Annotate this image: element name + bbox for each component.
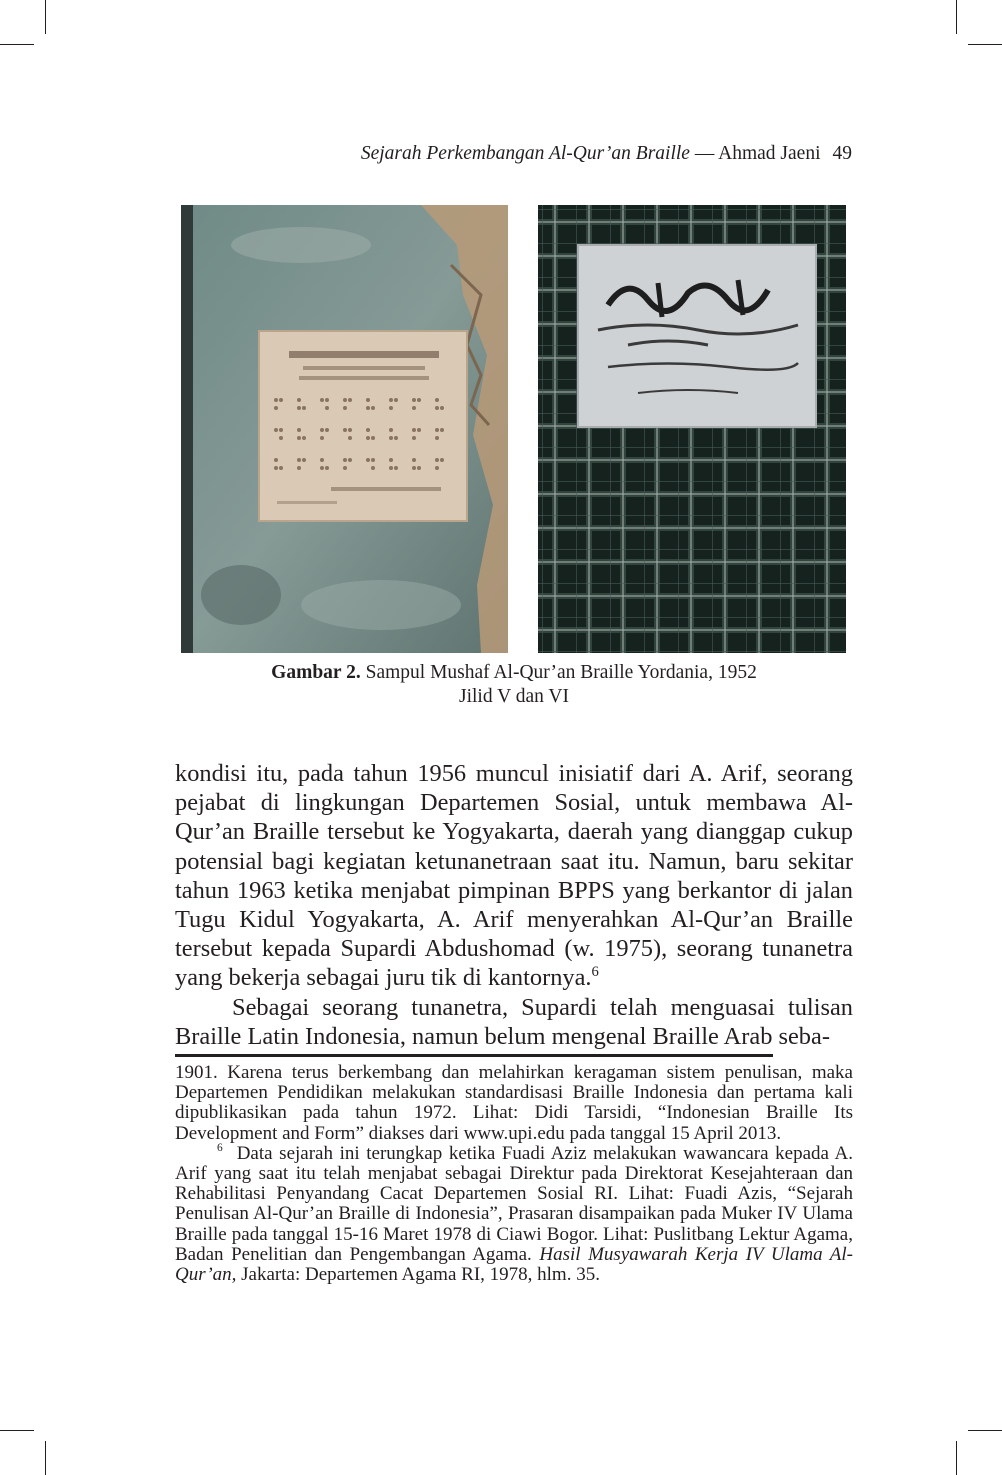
footnote-continued: 1901. Karena terus berkembang dan melahirkan keragaman sistem penulisan, maka Departemen Pendidikan melakukan standardisasi Braille Indonesia dan pertama kali dipublikasikan pada tahun 1972. Lihat: Didi Tarsidi, “Indonesian Braille Its Development and Form” diakses dari www.upi.edu pada tanggal 15 April 2013. <box>175 1062 853 1144</box>
caption-line-2: Jilid V dan VI <box>459 686 569 707</box>
paragraph-text: kondisi itu, pada tahun 1956 muncul inisiatif dari A. Arif, seorang pejabat di lingkungan Departemen Sosial, untuk membawa Al-Qur’an Braille tersebut ke Yogyakarta, daerah yang dianggap cukup potensial bagi kegiatan ketunanetraan saat itu. Namun, baru sekitar tahun 1963 ketika menjabat pimpinan BPPS yang berkantor di jalan Tugu Kidul Yogyakarta, A. Arif menyerahkan Al-Qur’an Braille tersebut kepada Supardi Abdushomad (w. 1975), seorang tunanetra yang bekerja sebagai juru tik di kantornya. <box>175 760 853 992</box>
crop-mark <box>968 44 1002 45</box>
body-text <box>175 759 853 1051</box>
footnotes <box>175 1063 853 1285</box>
footnote-rule <box>175 1054 773 1057</box>
paragraph: Sebagai seorang tunanetra, Supardi telah menguasai tulisan Braille Latin Indonesia, namun belum mengenal Braille Arab seba- <box>175 993 853 1050</box>
footnote-number: 6 <box>217 1142 223 1155</box>
crop-mark <box>45 1441 46 1475</box>
running-head <box>361 143 852 165</box>
cover-photo-volume-v <box>181 205 508 653</box>
crop-mark <box>968 1430 1002 1431</box>
page-number: 49 <box>832 143 852 164</box>
footnote-citation-tail: Jakarta: Departemen Agama RI, 1978, hlm. 35. <box>236 1264 600 1286</box>
footnote-6 <box>175 1144 853 1285</box>
paragraph <box>175 759 853 993</box>
running-head-dash: — <box>689 143 719 164</box>
running-head-author: Ahmad Jaeni <box>718 143 821 164</box>
caption-text: Sampul Mushaf Al-Qur’an Braille Yordania, 1952 <box>360 662 757 683</box>
footnote-text: Data sejarah ini terungkap ketika Fuadi Aziz melakukan wawancara kepada A. Arif yang saat itu telah menjabat sebagai Direktur pada Direktorat Kesejahteraan dan Rehabilitasi Penyandang Cacat Departemen Sosial RI. Lihat: Fuadi Azis, “Sejarah Penulisan Al-Qur’an Braille di Indonesia”, Prasaran disampaikan pada Muker IV Ulama Braille pada tanggal 15-16 Maret 1978 di Ciawi Bogor. Lihat: Puslitbang Lektur Agama, Badan Penelitian dan Pengembangan Agama. <box>175 1142 853 1265</box>
running-head-title: Sejarah Perkembangan Al-Qur’an Braille <box>360 143 690 164</box>
footnote-reference: 6 <box>591 964 599 981</box>
caption-label: Gambar 2. <box>271 662 361 683</box>
cover-photo-volume-vi <box>538 205 846 653</box>
footnote-cited-title: Hasil Musyawarah Kerja IV Ulama Al-Qur’an, <box>175 1243 853 1286</box>
crop-mark <box>956 1441 957 1475</box>
crop-mark <box>0 44 34 45</box>
crop-mark <box>956 0 957 34</box>
crop-mark <box>45 0 46 34</box>
caption-line-1 <box>175 661 853 685</box>
crop-mark <box>0 1430 34 1431</box>
figure-caption <box>175 661 853 709</box>
